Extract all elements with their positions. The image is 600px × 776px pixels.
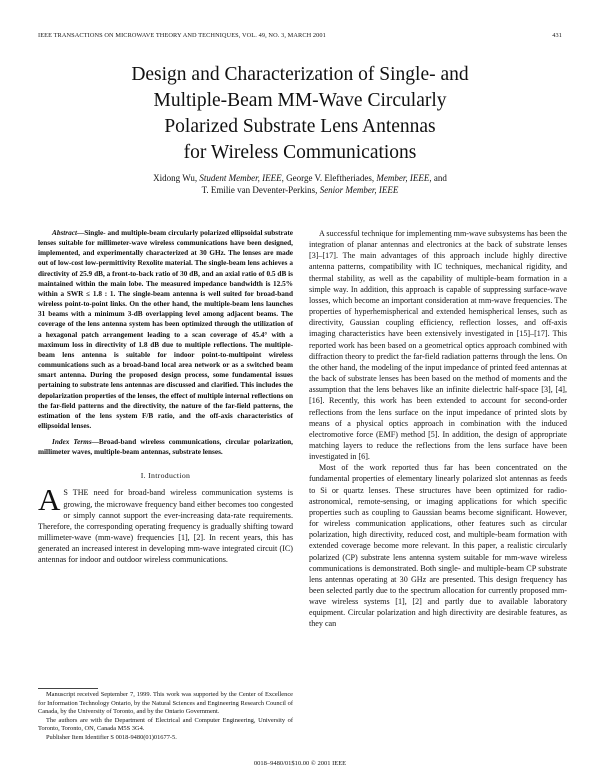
footnote-rule: [38, 688, 98, 689]
author-van-deventer-perkins: T. Emilie van Deventer-Perkins,: [201, 185, 320, 196]
title-line-3: Polarized Substrate Lens Antennas: [164, 116, 436, 137]
author-wu: Xidong Wu,: [153, 173, 200, 183]
journal-header: IEEE TRANSACTIONS ON MICROWAVE THEORY AND TECHNIQUES, VOL. 49, NO. 3, MARCH 2001: [38, 32, 326, 39]
abstract: [38, 228, 293, 431]
intro-text: need for broad-band wireless communication systems is growing, the microwave frequency band either becomes too congested or simply cannot support the ever-increasing data-rate requirements. Therefore, the corresponding operating frequency is gradually shifting toward millimeter-wave (mm-wave) frequencies [1], [2]. In recent years, this has generated an increased interest in developing mm-wave integrated circuit (IC) antennas for indoor and outdoor wireless communications.: [38, 488, 293, 565]
author-wu-role: Student Member, IEEE: [199, 173, 282, 183]
title-line-2: Multiple-Beam MM-Wave Circularly: [153, 90, 447, 111]
footnote-affiliation: The authors are with the Department of Electrical and Computer Engineering, University of Toronto, Toronto, ON, Canada M5S 3G4.: [38, 716, 293, 733]
right-paragraph-2: Most of the work reported thus far has been concentrated on the fundamental properties of elementary linearly polarized slot antennas as feeds to Si or quartz lenses. These structures have been optimized for radio-astronomical, remote-sensing, or imaging applications for which specific properties such as coupling to Gaussian beams become significant. However, for wireless communication applications, other features such as circular polarization, high directivity, reduced cost, and multiple-beam formation with extended coverage become more relevant. In this paper, a realistic circularly polarized (CP) substrate lens antenna system suitable for mm-wave wireless communications is demonstrated. Both single- and multiple-beam CP substrate lens antennas operating at 30 GHz are presented. This design frequency has been selected partly due to the spectrum allocation for currently proposed mm-wave wireless systems [1], [2] and partly due to available laboratory equipment. Circular polarization and high directivity are desirable features, as they can: [309, 463, 567, 629]
section-heading-introduction: I. Introduction: [140, 471, 191, 481]
right-column: [309, 228, 567, 630]
author-van-deventer-perkins-role: Senior Member, IEEE: [319, 185, 399, 196]
title-line-4: for Wireless Communications: [183, 142, 417, 163]
copyright-line: 0018–9480/01$10.00 © 2001 IEEE: [253, 760, 347, 767]
author-eleftheriades-role: Member, IEEE: [376, 173, 430, 183]
drop-cap: A: [38, 482, 61, 518]
index-terms: [38, 437, 293, 457]
abstract-label: Abstract: [52, 229, 77, 237]
author-list: [60, 172, 540, 196]
right-paragraph-1: A successful technique for implementing mm-wave subsystems has been the integration of planar antennas and electronics at the back of substrate lenses [3]–[17]. The main advantages of this approach include highly directive antenna patterns, compatibility with IC techniques, mechanical rigidity, and thermal stability, as well as the capability of multiple-beam formation in a simple way. In addition, this approach is capable of suppressing surface-wave losses, which become an important consideration at mm-wave frequencies. The properties of hyperhemispherical and extended hemispherical lenses, such as directivity, Gaussian coupling efficiency, reflection losses, and off-axis imaging characteristics have been extensively investigated in [15]–[17]. This reported work has been based on a geometrical optics approach combined with diffraction theory to predict the far-field radiation patterns through the lens. On the other hand, the modeling of the input impedance of printed feed antennas at the back of substrate lenses has been based on the method of moments and the assumption that the lens behaves like an infinite dielectric half-space [3], [4], [16]. Recently, this work has been extended to account for second-order reflections from the lens surface on the input impedance of printed slots by means of a physical optics approach in combination with the induced electromotive force (EMF) method [5]. In addition, the design of appropriate matching layers to reduce the reflections from the lens surface have been investigated in [6].: [309, 229, 567, 462]
footnote-manuscript: Manuscript received September 7, 1999. This work was supported by the Center of Excellence for Information Technology Ontario, by the Natural Sciences and Engineering Research Council of Canada, by the University of Toronto, and by the Ontario Government.: [38, 691, 293, 716]
author-line-2: [60, 184, 540, 196]
first-page-footnote: [38, 688, 293, 743]
introduction-paragraph: [38, 482, 293, 565]
author-line-1: [60, 172, 540, 184]
intro-first-word: S THE: [63, 488, 89, 498]
author-eleftheriades: , George V. Eleftheriades,: [281, 173, 377, 183]
left-column: [38, 228, 293, 566]
page-number: 431: [552, 32, 562, 39]
title-line-1: Design and Characterization of Single- and: [131, 64, 469, 85]
author-conjunction: , and: [429, 173, 447, 183]
index-terms-text: —Broad-band wireless communications, circular polarization, millimeter waves, multiple-beam antennas, substrate lenses.: [38, 438, 293, 457]
index-terms-label: Index Terms: [52, 438, 92, 447]
abstract-text: —Single- and multiple-beam circularly polarized ellipsoidal substrate lenses suitable for millimeter-wave wireless communications have been designed, implemented, and experimentally characterized at 30 GHz. The lenses are made out of low-cost low-permittivity Rexolite material. The single-beam lens achieves a directivity of 25.9 dB, a front-to-back ratio of 30 dB, and an axial ratio of 0.5 dB is maintained within the main lobe. The measured impedance bandwidth is 12.5% within a SWR ≤ 1.8 : 1. The single-beam antenna is well suited for broad-band wireless point-to-point links. On the other hand, the multiple-beam lens launches 31 beams with a minimum 3-dB overlapping level among adjacent beams. The coverage of the lens antenna system has been optimized through the utilization of a hexagonal patch arrangement leading to a scan coverage of 45.4° with a maximum loss in directivity of 1.8 dB due to multiple reflections. The multiple-beam lens antenna is suitable for indoor point-to-multipoint wireless communications such as a broad-band local area network or as a switched beam smart antenna. During the proposed design process, some fundamental issues pertaining to substrate lens antennas are discussed and clarified. This includes the depolarization properties of the lenses, the effect of multiple internal reflections on the far-field patterns and the directivity, the nature of the far-field patterns, the estimation of the lens system F/B ratio, and the off-axis characteristics of ellipsoidal lenses.: [38, 229, 293, 430]
footnote-identifier: Publisher Item Identifier S 0018-9480(01)01677-5.: [46, 733, 177, 741]
paper-title: [60, 62, 540, 166]
